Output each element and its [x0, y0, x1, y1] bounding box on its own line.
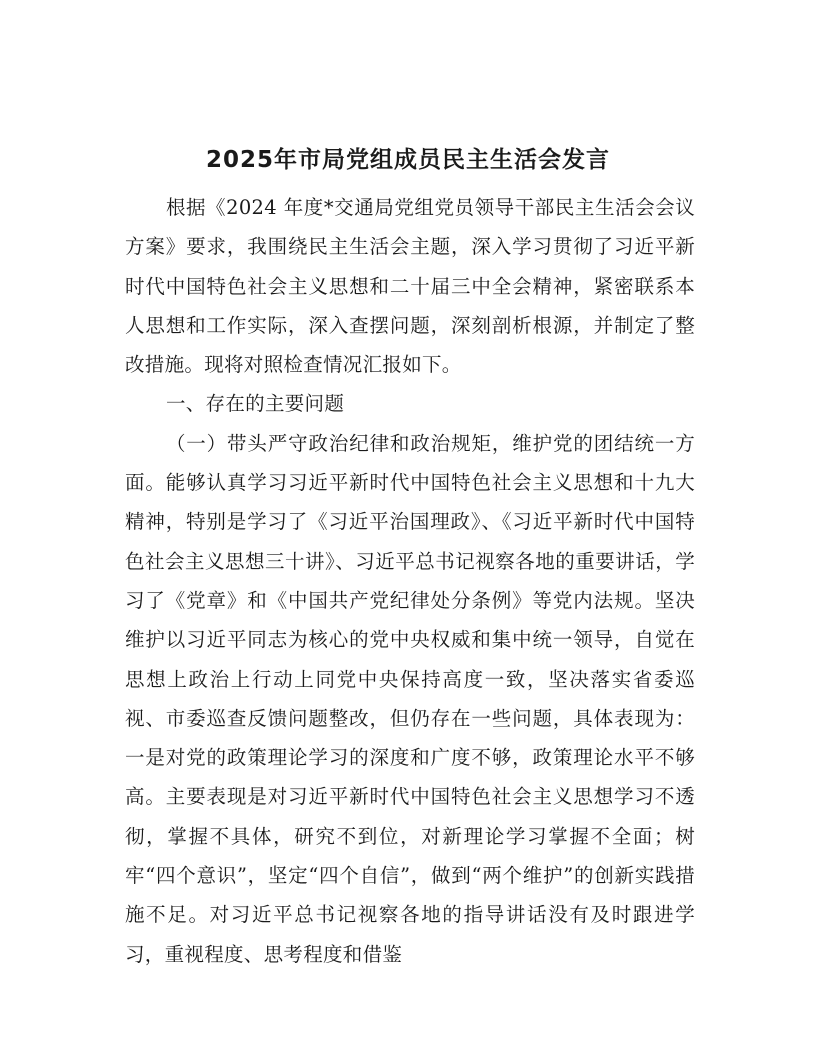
section-heading: 一、存在的主要问题 [165, 392, 345, 416]
document-body [125, 188, 695, 974]
intro-paragraph: 根据《2024 年度*交通局党组党员领导干部民主生活会会议方案》要求，我围绕民主生活会主题，深入学习贯彻了习近平新时代中国特色社会主义思想和二十届三中全会精神，紧密联系本人思想和工作实际，深入查摆问题，深刻剖析根源，并制定了整改措施。现将对照检查情况汇报如下。 [125, 196, 695, 377]
document-title: 2025年市局党组成员民主生活会发言 [205, 147, 610, 173]
body-paragraph: （一）带头严守政治纪律和政治规矩，维护党的团结统一方面。能够认真学习习近平新时代中国特色社会主义思想和十九大精神，特别是学习了《习近平治国理政》、《习近平新时代中国特色社会主义思想三十讲》、习近平总书记视察各地的重要讲话，学习了《党章》和《中国共产党纪律处分条例》等党内法规。坚决维护以习近平同志为核心的党中央权威和集中统一领导，自觉在思想上政治上行动上同党中央保持高度一致，坚决落实省委巡视、市委巡查反馈问题整改，但仍存在一些问题，具体表现为：一是对党的政策理论学习的深度和广度不够，政策理论水平不够高。主要表现是对习近平新时代中国特色社会主义思想学习不透彻，掌握不具体，研究不到位，对新理论学习掌握不全面；树牢“四个意识”，坚定“四个自信”，做到“两个维护”的创新实践措施不足。对习近平总书记视察各地的指导讲话没有及时跟进学习，重视程度、思考程度和借鉴 [125, 431, 695, 966]
